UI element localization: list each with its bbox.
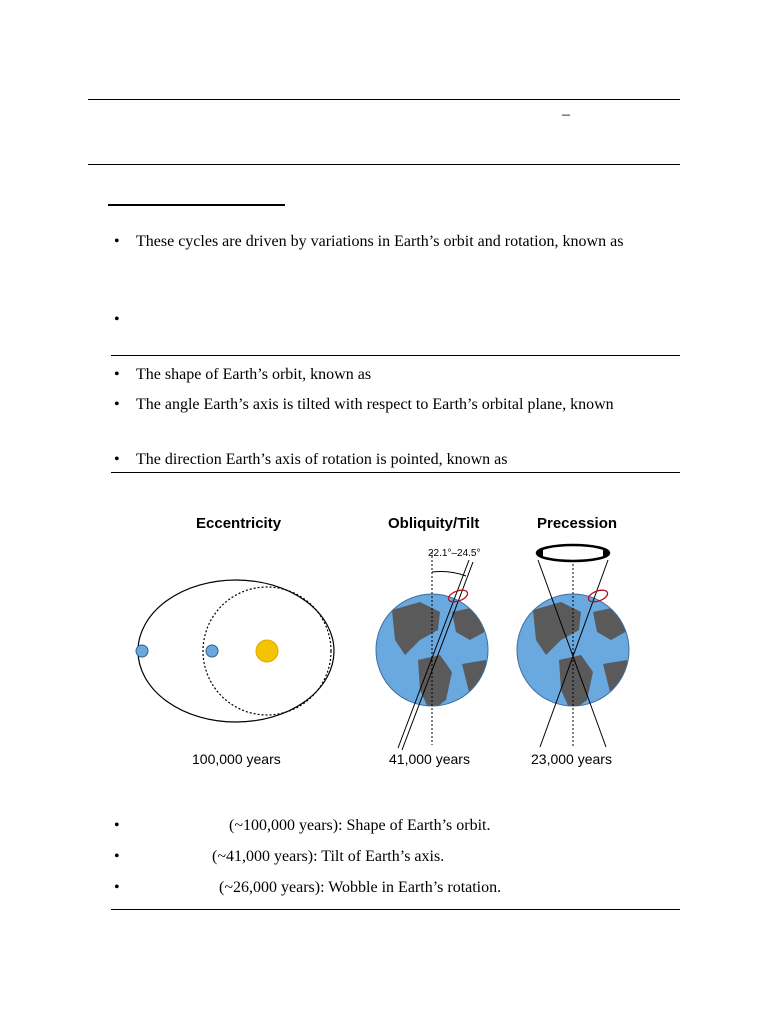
bullet-marker: • bbox=[114, 233, 120, 250]
eccentric-orbit bbox=[138, 580, 334, 722]
bullet-marker: • bbox=[114, 848, 120, 865]
bottom-rule bbox=[111, 909, 680, 910]
cycle-eccentricity: (~100,000 years): Shape of Earth’s orbit. bbox=[229, 817, 491, 834]
bullet-marker: • bbox=[114, 396, 120, 413]
bullet-marker: • bbox=[114, 311, 120, 328]
eccentricity-years: 100,000 years bbox=[192, 751, 281, 767]
earth-marker-icon bbox=[136, 645, 148, 657]
eccentricity-title: Eccentricity bbox=[196, 515, 282, 532]
factor-axis-tilt: The angle Earth’s axis is tilted with respect to Earth’s orbital plane, known bbox=[136, 396, 614, 413]
header-dash: – bbox=[562, 106, 570, 123]
intro-bullet-1: These cycles are driven by variations in Earth’s orbit and rotation, known as bbox=[136, 233, 624, 250]
precession-title: Precession bbox=[537, 515, 618, 532]
precession-arrow-icon bbox=[537, 545, 609, 561]
bullet-marker: • bbox=[114, 879, 120, 896]
factor-axis-direction: The direction Earth’s axis of rotation is pointed, known as bbox=[136, 451, 508, 468]
precession-years: 23,000 years bbox=[531, 751, 612, 767]
obliquity-title: Obliquity/Tilt bbox=[388, 515, 480, 532]
earth-marker-icon bbox=[206, 645, 218, 657]
eccentricity-diagram bbox=[136, 580, 334, 722]
bullet-marker: • bbox=[114, 451, 120, 468]
tilt-angle-label: 22.1°–24.5° bbox=[428, 548, 481, 559]
factor-orbit-shape: The shape of Earth’s orbit, known as bbox=[136, 366, 372, 383]
cycle-obliquity: (~41,000 years): Tilt of Earth’s axis. bbox=[212, 848, 445, 865]
sun-icon bbox=[256, 640, 278, 662]
cycle-precession: (~26,000 years): Wobble in Earth’s rotation. bbox=[219, 879, 502, 896]
bullet-marker: • bbox=[114, 817, 120, 834]
obliquity-years: 41,000 years bbox=[389, 751, 470, 767]
bullet-marker: • bbox=[114, 366, 120, 383]
